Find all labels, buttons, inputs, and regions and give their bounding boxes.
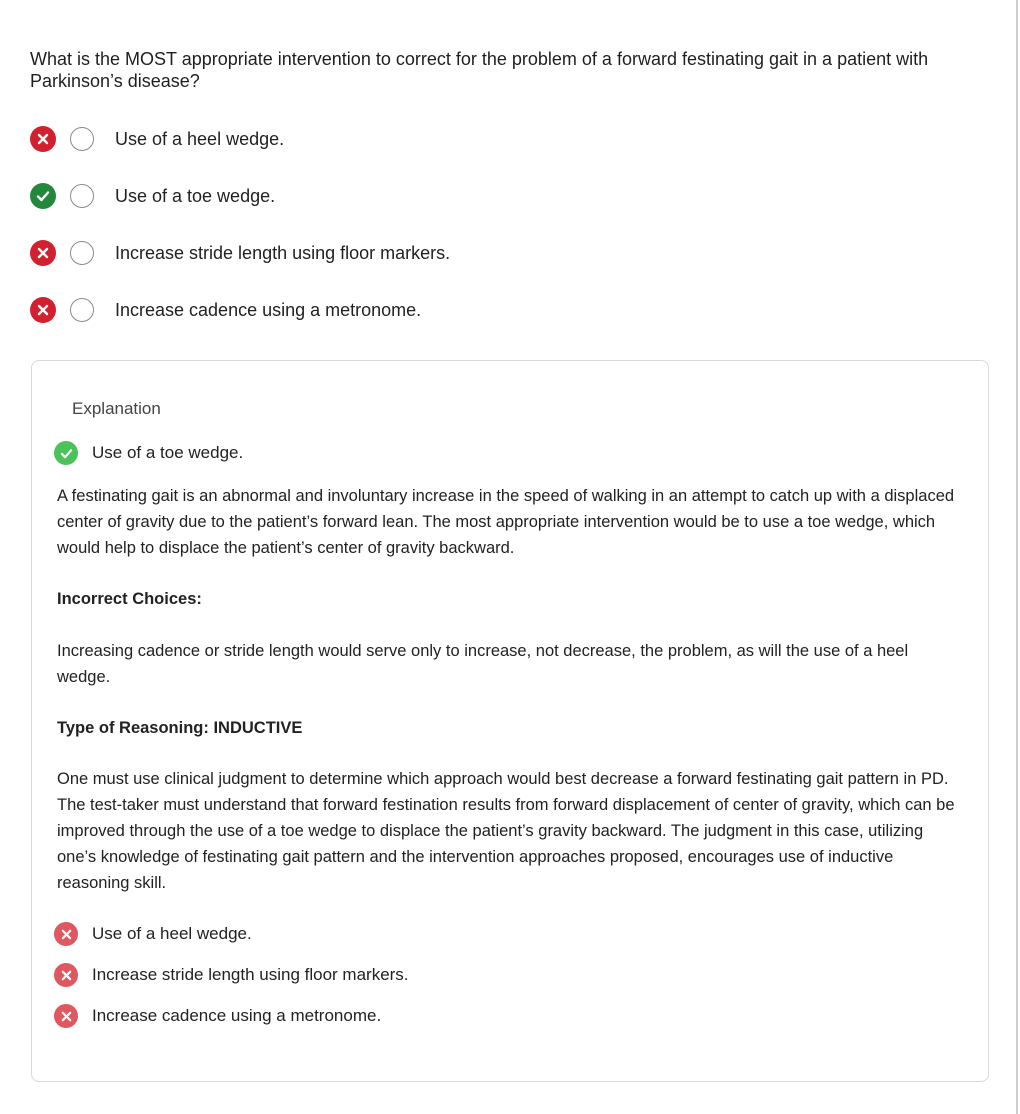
correct-check-icon <box>54 441 78 465</box>
answer-options <box>30 121 930 349</box>
option-label: Use of a heel wedge. <box>115 128 285 149</box>
incorrect-answer-row <box>54 922 252 946</box>
radio-button[interactable] <box>70 127 94 151</box>
incorrect-x-icon <box>54 1004 78 1028</box>
incorrect-x-icon <box>54 922 78 946</box>
explanation-title: Explanation <box>72 399 161 418</box>
option-label: Increase cadence using a metronome. <box>115 299 422 320</box>
incorrect-x-icon <box>30 240 56 266</box>
question-text: What is the MOST appropriate intervention to correct for the problem of a forward festinating gait in a patient with Parkinson’s disease? <box>30 49 929 91</box>
correct-check-icon <box>30 183 56 209</box>
incorrect-answer-label: Increase stride length using floor markers. <box>92 965 409 984</box>
correct-answer-row <box>54 441 243 465</box>
rationale-text: A festinating gait is an abnormal and involuntary increase in the speed of walking in an attempt to catch up with a displaced center of gravity due to the patient’s forward lean. The most appropriate intervention would be to use a toe wedge, which would help to displace the patient’s center of gravity backward. <box>57 487 955 557</box>
option-label: Use of a toe wedge. <box>115 185 276 206</box>
option-label: Increase stride length using floor markers. <box>115 242 451 263</box>
reasoning-heading: Type of Reasoning: INDUCTIVE <box>57 719 303 737</box>
correct-answer-label: Use of a toe wedge. <box>92 443 244 462</box>
incorrect-choices-heading: Incorrect Choices: <box>57 590 202 608</box>
option-cadence-metronome[interactable] <box>30 292 930 328</box>
incorrect-x-icon <box>30 126 56 152</box>
radio-button[interactable] <box>70 184 94 208</box>
option-heel-wedge[interactable] <box>30 121 930 157</box>
option-toe-wedge[interactable] <box>30 178 930 214</box>
radio-button[interactable] <box>70 241 94 265</box>
option-stride-length[interactable] <box>30 235 930 271</box>
incorrect-choices-text: Increasing cadence or stride length would serve only to increase, not decrease, the problem, as will the use of a heel wedge. <box>57 642 909 686</box>
explanation-panel <box>31 360 989 1082</box>
incorrect-answer-label: Increase cadence using a metronome. <box>92 1006 382 1025</box>
incorrect-x-icon <box>30 297 56 323</box>
incorrect-x-icon <box>54 963 78 987</box>
incorrect-answer-row <box>54 963 409 987</box>
reasoning-text: One must use clinical judgment to determine which approach would best decrease a forward festinating gait pattern in PD. The test-taker must understand that forward festination results from forward displacement of center of gravity, which can be improved through the use of a toe wedge to displace the patient’s gravity backward. The judgment in this case, utilizing one’s knowledge of festinating gait pattern and the intervention approaches proposed, encourages use of inductive reasoning skill. <box>57 770 955 892</box>
incorrect-answer-row <box>54 1004 381 1028</box>
incorrect-answer-label: Use of a heel wedge. <box>92 924 252 943</box>
radio-button[interactable] <box>70 298 94 322</box>
